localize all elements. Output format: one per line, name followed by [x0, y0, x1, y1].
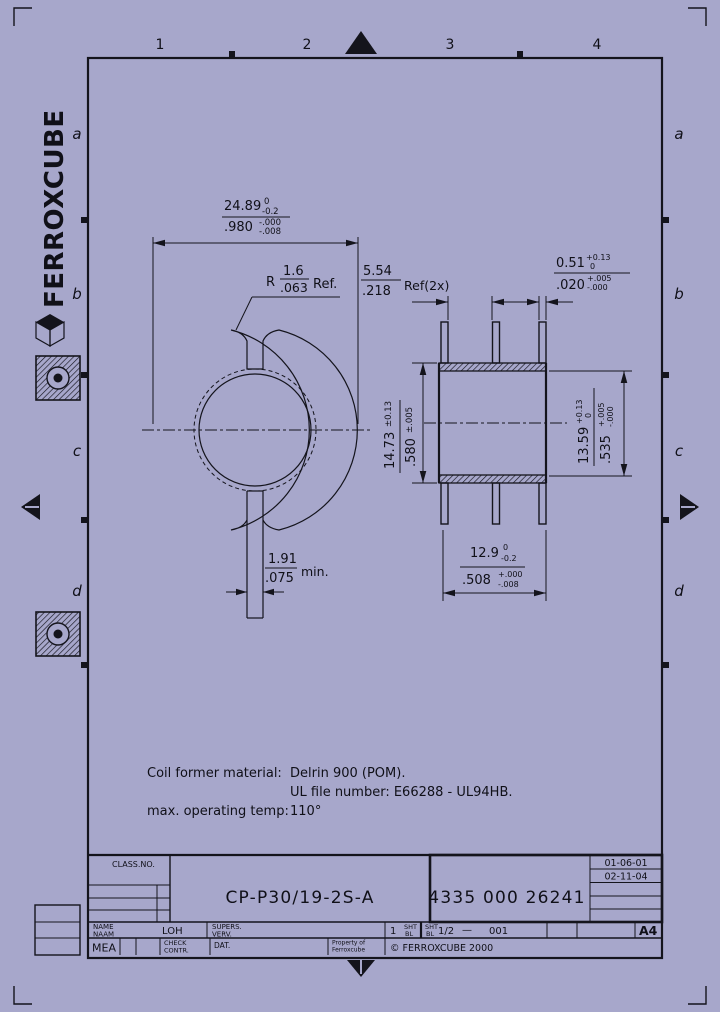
arrowhead-icon	[420, 471, 427, 483]
sheet-count: 1	[390, 926, 397, 937]
paper-size: A4	[639, 923, 658, 938]
dim-tol-bot: 0	[584, 412, 593, 418]
dim-itol-bot: -.000	[587, 283, 608, 292]
name-value: LOH	[162, 926, 183, 937]
check-label: CHECK	[164, 939, 187, 947]
note-material-label: Coil former material:	[147, 766, 282, 781]
corner-mark-top-left	[14, 8, 32, 26]
note-temp-label: max. operating temp:	[147, 804, 289, 819]
grid-number: 3	[445, 37, 455, 53]
dim-mm: 14.73	[383, 431, 398, 469]
dim-itol-bot: -.008	[498, 580, 519, 589]
dim-mm: 1.6	[283, 264, 304, 279]
class-number-label: CLASS.NO.	[112, 860, 155, 869]
grid-tick	[81, 662, 89, 668]
grid-tick	[81, 217, 89, 223]
dim-itol-bot: -.008	[259, 227, 281, 237]
dim-outer-diameter	[153, 197, 358, 424]
punch-mark-dot	[54, 630, 63, 639]
title-block	[88, 855, 662, 955]
variant-number: 001	[489, 926, 509, 937]
arrowhead-icon	[236, 589, 247, 596]
arrowhead-icon	[436, 299, 448, 306]
date-label: DAT.	[214, 941, 231, 950]
arrowhead-icon	[443, 590, 455, 597]
dim-tol-top: 0	[503, 543, 509, 552]
revision-date: 02-11-04	[604, 871, 648, 883]
pin	[493, 483, 500, 524]
dim-inch: .063	[280, 280, 308, 295]
grid-number: 4	[592, 37, 602, 53]
dim-mm: 13.59	[577, 426, 592, 464]
corner-mark-top-right	[688, 8, 706, 26]
check-name: MEA	[92, 941, 116, 955]
flange-section-bottom	[439, 475, 546, 483]
dim-mm: 24.89	[224, 199, 262, 214]
sheet-index: 1/2	[438, 926, 455, 937]
note-temp-value: 110°	[290, 804, 322, 819]
ferroxcube-logo	[36, 109, 70, 346]
separator: —	[462, 925, 472, 936]
grid-tick	[661, 662, 669, 668]
dim-flange-diameter	[443, 530, 546, 601]
grid-tick	[661, 372, 669, 378]
dim-itol-top: +.005	[597, 402, 606, 427]
dim-pin-width	[512, 253, 630, 320]
dim-itol-top: -.000	[259, 218, 281, 228]
dim-mm: 0.51	[556, 256, 585, 271]
grid-number: 2	[302, 37, 312, 53]
grid-letter: d	[72, 582, 82, 600]
grid-letter: c	[72, 442, 82, 460]
dim-tol: ±0.13	[384, 400, 394, 427]
naam-label: NAAM	[93, 930, 115, 939]
grid-letter: a	[674, 125, 684, 143]
flange-section-top	[439, 363, 546, 371]
grid-number: 1	[155, 37, 165, 53]
dim-tol-bot: -0.2	[262, 207, 279, 217]
center-mark-top-icon	[345, 31, 377, 54]
note-ul-value: UL file number: E66288 - UL94HB.	[290, 785, 513, 800]
ferroxcube-cube-icon	[36, 314, 64, 346]
dim-inch: .075	[265, 571, 294, 586]
side-view	[424, 322, 567, 524]
grid-tick	[661, 517, 669, 523]
property-label: Property of	[332, 939, 366, 947]
dim-mm: 12.9	[470, 546, 499, 561]
dim-slot-radius	[236, 264, 340, 330]
bl-label: BL	[426, 930, 435, 938]
grid-tick	[81, 517, 89, 523]
grid-letter: d	[674, 582, 684, 600]
dim-itol: ±.005	[405, 406, 415, 433]
drawing-title: CP-P30/19-2S-A	[225, 888, 375, 908]
grid-tick	[661, 217, 669, 223]
copyright-text: © FERROXCUBE 2000	[390, 943, 494, 954]
grid-tick	[229, 51, 235, 59]
arrowhead-icon	[153, 240, 165, 247]
pin	[539, 322, 546, 363]
dim-suffix: min.	[301, 564, 329, 579]
dim-suffix: Ref(2x)	[404, 278, 450, 293]
sht-label: SHT	[425, 923, 438, 931]
notes	[147, 766, 513, 819]
drawing-number: 4335 000 26241	[428, 888, 586, 908]
name-label: NAME	[93, 923, 114, 931]
dim-mm: 5.54	[363, 264, 392, 279]
grid-tick	[517, 51, 523, 59]
pin	[539, 483, 546, 524]
dim-inch: .020	[556, 278, 585, 293]
supersedes-label: SUPERS.	[212, 923, 242, 931]
dim-tol-top: 0	[264, 197, 270, 207]
grid-letter: b	[674, 285, 684, 303]
bl-label: BL	[405, 930, 414, 938]
grid-tick	[81, 372, 89, 378]
dim-tol-top: +0.13	[575, 399, 584, 424]
arrowhead-icon	[621, 464, 628, 476]
dim-inch: .580	[404, 438, 419, 467]
pin	[441, 322, 448, 363]
dim-inch: .535	[599, 435, 614, 464]
dim-inch: .980	[224, 220, 253, 235]
arrowhead-icon	[346, 240, 358, 247]
arrowhead-icon	[263, 589, 274, 596]
revision-date: 01-06-01	[604, 858, 648, 869]
property-value: Ferroxcube	[332, 946, 366, 954]
dim-tol-bot: 0	[590, 262, 596, 271]
grid-references	[72, 37, 684, 600]
arrowhead-icon	[527, 299, 539, 306]
dim-tol-bot: -0.2	[501, 554, 517, 563]
dim-prefix: R	[266, 275, 276, 290]
dim-pin-gap	[361, 264, 528, 320]
sht-label: SHT	[404, 923, 417, 931]
dim-inch: .508	[462, 573, 491, 588]
verv-label: VERV.	[212, 930, 232, 939]
dim-suffix: Ref.	[313, 277, 338, 292]
margin-row-box	[35, 905, 80, 955]
grid-letter: a	[72, 125, 82, 143]
corner-mark-bottom-left	[14, 986, 32, 1004]
front-view	[142, 330, 372, 618]
grid-letter: c	[674, 442, 684, 460]
dim-itol-top: +.000	[498, 570, 523, 579]
pin	[441, 483, 448, 524]
dim-tab-width	[226, 552, 329, 595]
dim-itol-bot: -.000	[606, 406, 615, 427]
dim-itol-top: +.005	[587, 274, 612, 283]
punch-mark-dot	[54, 374, 63, 383]
arrowhead-icon	[420, 363, 427, 375]
pin	[493, 322, 500, 363]
dim-tol-top: +0.13	[586, 253, 611, 262]
dim-mm: 1.91	[268, 552, 297, 567]
corner-mark-bottom-right	[688, 986, 706, 1004]
arrowhead-icon	[534, 590, 546, 597]
ferroxcube-logo-text: FERROXCUBE	[40, 109, 70, 308]
main-border	[88, 58, 662, 958]
note-material-value: Delrin 900 (POM).	[290, 766, 406, 781]
arrowhead-icon	[546, 299, 558, 306]
contr-label: CONTR.	[164, 946, 189, 955]
grid-letter: b	[72, 285, 82, 303]
dim-inch: .218	[362, 284, 391, 299]
arrowhead-icon	[492, 299, 504, 306]
arrowhead-icon	[621, 371, 628, 383]
